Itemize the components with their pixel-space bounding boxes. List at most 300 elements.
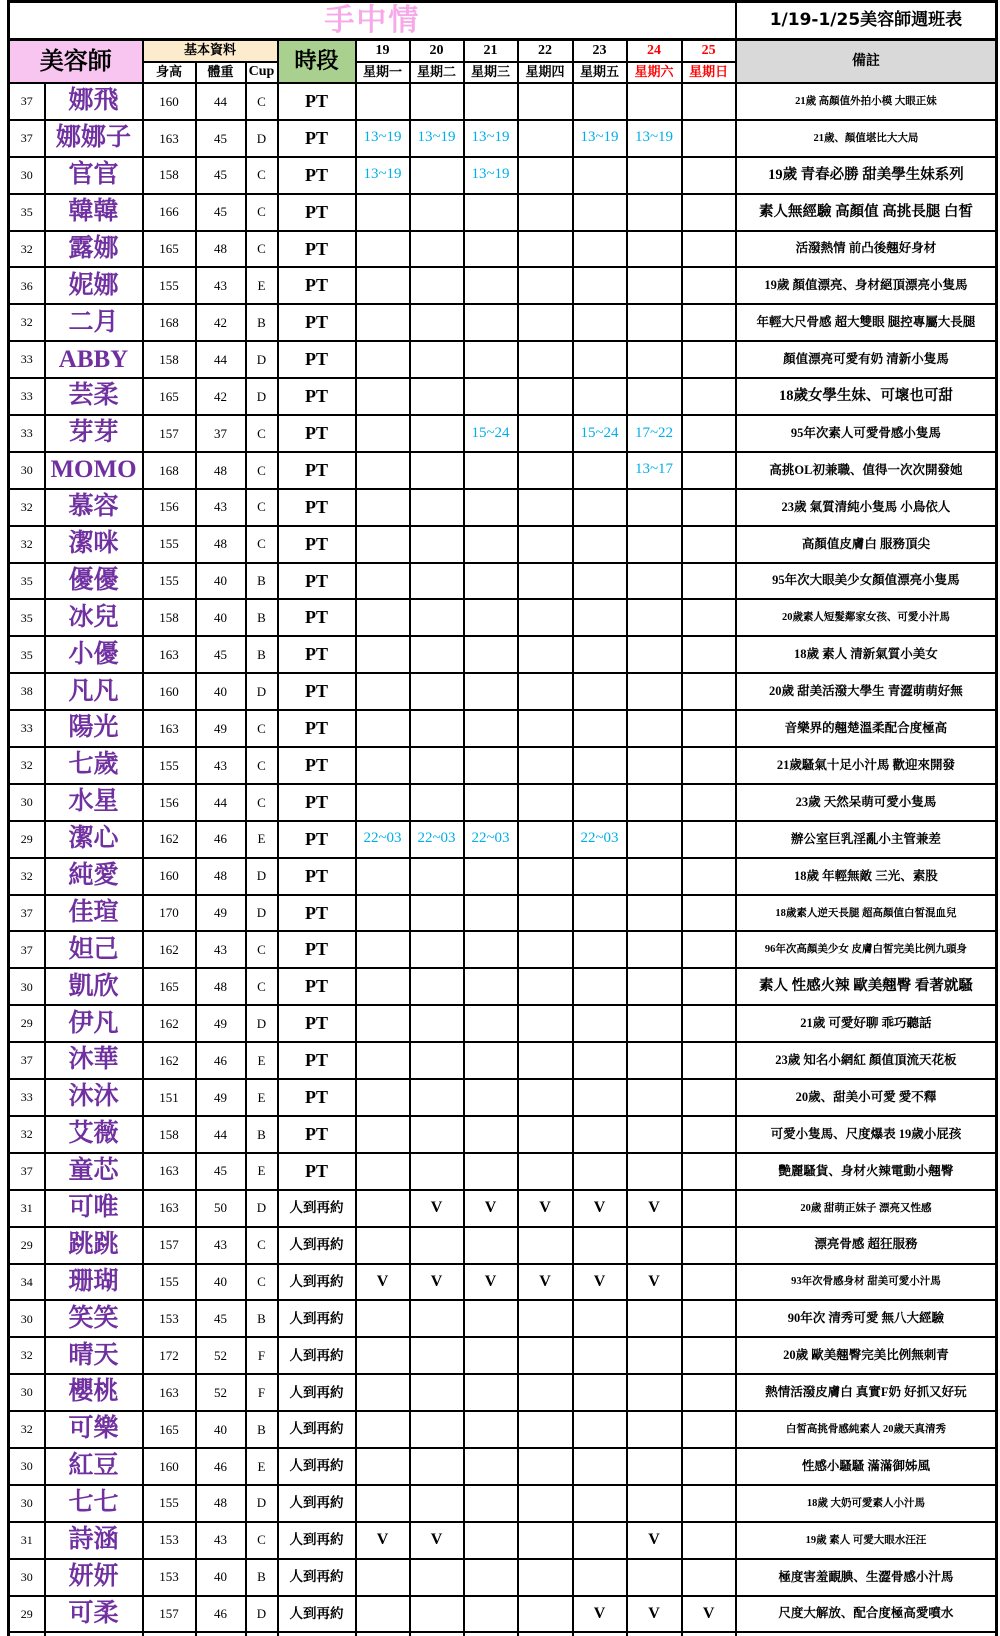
weight-cell: 40: [196, 673, 246, 710]
table-row: [9, 563, 997, 600]
day-slot-cell: [627, 157, 682, 194]
day-slot-cell: [682, 1300, 736, 1337]
day-slot-cell: [627, 267, 682, 304]
note-cell: 18歲女學生妹、可壞也可甜: [736, 378, 997, 415]
day-slot-cell: [356, 968, 410, 1005]
day-slot-cell: [682, 673, 736, 710]
day-slot-cell: [573, 1374, 627, 1411]
height-cell: 170: [143, 895, 196, 932]
day-slot-cell: [518, 563, 573, 600]
day-slot-cell: [627, 710, 682, 747]
day-slot-cell: 13~19: [410, 120, 464, 157]
day-slot-cell: [518, 858, 573, 895]
height-cell: 172: [143, 1337, 196, 1374]
staff-name-cell: 珊瑚: [45, 1264, 143, 1301]
period-cell: 人到再約: [278, 1485, 356, 1522]
day-slot-cell: [518, 931, 573, 968]
table-row: [9, 931, 997, 968]
empty-cell: [196, 1632, 246, 1636]
height-cell: 155: [143, 747, 196, 784]
day-slot-cell: [573, 1448, 627, 1485]
day-slot-cell: [356, 636, 410, 673]
day-slot-cell: [464, 673, 518, 710]
staff-name-cell: 七七: [45, 1485, 143, 1522]
height-cell: 160: [143, 673, 196, 710]
cup-cell: D: [246, 378, 278, 415]
day-slot-cell: [518, 194, 573, 231]
day-slot-cell: [464, 895, 518, 932]
weight-cell: 48: [196, 231, 246, 268]
day-slot-cell: [356, 341, 410, 378]
day-slot-cell: [464, 1559, 518, 1596]
day-slot-cell: V: [464, 1264, 518, 1301]
weight-cell: 40: [196, 1411, 246, 1448]
day-slot-cell: [356, 599, 410, 636]
day-slot-cell: [410, 267, 464, 304]
day-slot-cell: [627, 563, 682, 600]
height-cell: 155: [143, 526, 196, 563]
day-slot-cell: [356, 1485, 410, 1522]
day-slot-cell: [682, 452, 736, 489]
day-slot-cell: [573, 931, 627, 968]
day-slot-cell: [627, 1116, 682, 1153]
day-slot-cell: [627, 1411, 682, 1448]
note-cell: 18歲 素人 清新氣質小美女: [736, 636, 997, 673]
day-slot-cell: 22~03: [410, 821, 464, 858]
cup-cell: C: [246, 452, 278, 489]
staff-name-cell: 官官: [45, 157, 143, 194]
table-row: [9, 1264, 997, 1301]
day-slot-cell: [573, 304, 627, 341]
day-slot-cell: [627, 968, 682, 1005]
day-slot-cell: [518, 1522, 573, 1559]
day-slot-cell: [573, 83, 627, 120]
day-slot-cell: [464, 489, 518, 526]
note-cell: 95年次大眼美少女顏值漂亮小隻馬: [736, 563, 997, 600]
staff-name-cell: 芽芽: [45, 415, 143, 452]
day-slot-cell: [627, 231, 682, 268]
day-slot-cell: [464, 341, 518, 378]
day-slot-cell: [410, 563, 464, 600]
day-slot-cell: [518, 341, 573, 378]
day-slot-cell: [627, 1153, 682, 1190]
height-cell: 162: [143, 1042, 196, 1079]
day-slot-cell: [356, 673, 410, 710]
cup-cell: B: [246, 1411, 278, 1448]
weight-cell: 46: [196, 1596, 246, 1633]
day-slot-cell: [410, 1153, 464, 1190]
day-slot-cell: [518, 895, 573, 932]
table-row: [9, 636, 997, 673]
table-row: [9, 120, 997, 157]
weight-cell: 46: [196, 821, 246, 858]
day-slot-cell: 13~19: [464, 157, 518, 194]
day-slot-cell: [627, 1005, 682, 1042]
staff-id-cell: 32: [9, 489, 45, 526]
staff-name-cell: 笑笑: [45, 1300, 143, 1337]
staff-id-cell: 33: [9, 341, 45, 378]
day-weekday-header-23: 星期五: [573, 62, 627, 83]
day-slot-cell: [682, 1227, 736, 1264]
table-row: [9, 194, 997, 231]
height-cell: 168: [143, 452, 196, 489]
staff-name-cell: 伊凡: [45, 1005, 143, 1042]
table-row: [9, 1079, 997, 1116]
day-slot-cell: [410, 673, 464, 710]
day-weekday-header-20: 星期二: [410, 62, 464, 83]
day-slot-cell: [356, 784, 410, 821]
day-slot-cell: [573, 858, 627, 895]
day-slot-cell: [410, 341, 464, 378]
staff-name-cell: 水星: [45, 784, 143, 821]
empty-cell: [573, 1632, 627, 1636]
height-cell: 157: [143, 1227, 196, 1264]
note-cell: 白皙高挑骨感純素人 20歲天真清秀: [736, 1411, 997, 1448]
day-date-header-25: 25: [682, 40, 736, 63]
note-cell: 20歲 甜萌正妹子 漂亮又性感: [736, 1190, 997, 1227]
day-slot-cell: [682, 1116, 736, 1153]
cup-cell: F: [246, 1374, 278, 1411]
period-cell: PT: [278, 415, 356, 452]
day-slot-cell: [356, 526, 410, 563]
day-slot-cell: [356, 1448, 410, 1485]
column-header-cup: Cup: [246, 62, 278, 83]
day-slot-cell: [518, 489, 573, 526]
table-row: [9, 1042, 997, 1079]
staff-id-cell: 35: [9, 599, 45, 636]
period-cell: 人到再約: [278, 1522, 356, 1559]
weight-cell: 50: [196, 1190, 246, 1227]
table-row: [9, 415, 997, 452]
day-slot-cell: [682, 821, 736, 858]
day-slot-cell: [410, 378, 464, 415]
day-slot-cell: [518, 1300, 573, 1337]
day-slot-cell: [573, 599, 627, 636]
day-slot-cell: [410, 1411, 464, 1448]
day-slot-cell: [518, 231, 573, 268]
table-row: [9, 673, 997, 710]
staff-id-cell: 34: [9, 1264, 45, 1301]
period-cell: 人到再約: [278, 1264, 356, 1301]
day-slot-cell: [464, 599, 518, 636]
day-slot-cell: [356, 1337, 410, 1374]
weight-cell: 48: [196, 452, 246, 489]
day-slot-cell: [464, 1596, 518, 1633]
staff-name-cell: 露娜: [45, 231, 143, 268]
staff-id-cell: 32: [9, 231, 45, 268]
cup-cell: C: [246, 83, 278, 120]
weight-cell: 43: [196, 931, 246, 968]
weight-cell: 44: [196, 341, 246, 378]
weight-cell: 48: [196, 1485, 246, 1522]
day-slot-cell: [410, 1337, 464, 1374]
cup-cell: D: [246, 1485, 278, 1522]
column-header-staff: 美容師: [9, 40, 143, 84]
note-cell: 高顏值皮膚白 服務頂尖: [736, 526, 997, 563]
note-cell: 90年次 清秀可愛 無八大經驗: [736, 1300, 997, 1337]
staff-name-cell: 優優: [45, 563, 143, 600]
day-slot-cell: V: [682, 1596, 736, 1633]
weight-cell: 43: [196, 489, 246, 526]
day-slot-cell: [682, 895, 736, 932]
day-slot-cell: [410, 747, 464, 784]
cup-cell: B: [246, 1559, 278, 1596]
day-slot-cell: [573, 1153, 627, 1190]
day-slot-cell: [627, 341, 682, 378]
day-slot-cell: V: [356, 1264, 410, 1301]
weight-cell: 52: [196, 1337, 246, 1374]
empty-cell: [143, 1632, 196, 1636]
header-row-top: [9, 40, 997, 63]
staff-name-cell: MOMO: [45, 452, 143, 489]
day-slot-cell: [410, 231, 464, 268]
day-slot-cell: [627, 858, 682, 895]
day-slot-cell: [573, 673, 627, 710]
day-slot-cell: [464, 968, 518, 1005]
day-slot-cell: [464, 1522, 518, 1559]
cup-cell: E: [246, 1448, 278, 1485]
height-cell: 155: [143, 563, 196, 600]
day-slot-cell: [518, 1596, 573, 1633]
staff-id-cell: 32: [9, 1116, 45, 1153]
period-cell: PT: [278, 120, 356, 157]
column-header-notes: 備註: [736, 40, 997, 84]
day-slot-cell: [627, 1337, 682, 1374]
day-slot-cell: V: [627, 1596, 682, 1633]
day-slot-cell: [356, 931, 410, 968]
day-slot-cell: 22~03: [573, 821, 627, 858]
title-row: [9, 2, 997, 40]
day-slot-cell: [518, 1374, 573, 1411]
day-slot-cell: [356, 1300, 410, 1337]
day-slot-cell: [627, 895, 682, 932]
cup-cell: D: [246, 120, 278, 157]
table-row: [9, 747, 997, 784]
day-weekday-header-19: 星期一: [356, 62, 410, 83]
staff-name-cell: 純愛: [45, 858, 143, 895]
cup-cell: C: [246, 1522, 278, 1559]
day-slot-cell: [682, 1522, 736, 1559]
day-slot-cell: [518, 1337, 573, 1374]
note-cell: 素人 性感火辣 歐美翹臀 看著就騷: [736, 968, 997, 1005]
staff-name-cell: 潔咪: [45, 526, 143, 563]
cup-cell: F: [246, 1337, 278, 1374]
staff-id-cell: 33: [9, 378, 45, 415]
day-slot-cell: [573, 194, 627, 231]
day-slot-cell: [518, 1448, 573, 1485]
day-slot-cell: [682, 931, 736, 968]
day-slot-cell: [682, 784, 736, 821]
day-slot-cell: 13~19: [573, 120, 627, 157]
day-slot-cell: 13~19: [356, 157, 410, 194]
day-slot-cell: [627, 599, 682, 636]
day-slot-cell: [627, 821, 682, 858]
day-slot-cell: [682, 1559, 736, 1596]
staff-name-cell: 二月: [45, 304, 143, 341]
staff-id-cell: 30: [9, 968, 45, 1005]
staff-id-cell: 37: [9, 931, 45, 968]
table-row: [9, 858, 997, 895]
day-slot-cell: [682, 83, 736, 120]
day-slot-cell: 13~19: [464, 120, 518, 157]
period-cell: PT: [278, 858, 356, 895]
staff-name-cell: 娜娜子: [45, 120, 143, 157]
day-slot-cell: [356, 267, 410, 304]
height-cell: 156: [143, 784, 196, 821]
weight-cell: 45: [196, 1153, 246, 1190]
day-slot-cell: [410, 489, 464, 526]
day-slot-cell: [464, 1374, 518, 1411]
period-cell: PT: [278, 378, 356, 415]
period-cell: PT: [278, 83, 356, 120]
day-slot-cell: [356, 1079, 410, 1116]
staff-id-cell: 32: [9, 1411, 45, 1448]
table-row: [9, 1300, 997, 1337]
weight-cell: 40: [196, 563, 246, 600]
day-slot-cell: [573, 1337, 627, 1374]
height-cell: 163: [143, 1374, 196, 1411]
height-cell: 163: [143, 710, 196, 747]
height-cell: 158: [143, 157, 196, 194]
empty-cell: [410, 1632, 464, 1636]
weight-cell: 45: [196, 1300, 246, 1337]
weight-cell: 43: [196, 267, 246, 304]
day-slot-cell: [464, 1411, 518, 1448]
day-slot-cell: [410, 1042, 464, 1079]
cup-cell: C: [246, 231, 278, 268]
weight-cell: 40: [196, 1559, 246, 1596]
day-date-header-19: 19: [356, 40, 410, 63]
day-slot-cell: V: [573, 1264, 627, 1301]
table-row: [9, 599, 997, 636]
day-slot-cell: [356, 1374, 410, 1411]
cup-cell: B: [246, 1300, 278, 1337]
day-slot-cell: [682, 526, 736, 563]
period-cell: PT: [278, 563, 356, 600]
day-slot-cell: [682, 157, 736, 194]
day-slot-cell: [573, 526, 627, 563]
cup-cell: D: [246, 673, 278, 710]
day-slot-cell: [682, 1411, 736, 1448]
day-slot-cell: [627, 83, 682, 120]
day-slot-cell: V: [464, 1190, 518, 1227]
day-slot-cell: [573, 231, 627, 268]
day-slot-cell: [464, 526, 518, 563]
day-slot-cell: [573, 452, 627, 489]
cup-cell: C: [246, 784, 278, 821]
day-weekday-header-25: 星期日: [682, 62, 736, 83]
cup-cell: D: [246, 1005, 278, 1042]
weight-cell: 37: [196, 415, 246, 452]
day-slot-cell: [464, 931, 518, 968]
height-cell: 166: [143, 194, 196, 231]
day-date-header-20: 20: [410, 40, 464, 63]
height-cell: 162: [143, 931, 196, 968]
day-slot-cell: [573, 1042, 627, 1079]
cup-cell: E: [246, 821, 278, 858]
height-cell: 160: [143, 1448, 196, 1485]
staff-name-cell: 沐沐: [45, 1079, 143, 1116]
table-row: [9, 231, 997, 268]
note-cell: 高挑OL初兼職、值得一次次開發她: [736, 452, 997, 489]
staff-id-cell: 37: [9, 1153, 45, 1190]
table-row: [9, 895, 997, 932]
period-cell: PT: [278, 267, 356, 304]
empty-cell: [9, 1632, 45, 1636]
empty-cell: [736, 1632, 997, 1636]
staff-name-cell: 慕容: [45, 489, 143, 526]
height-cell: 157: [143, 415, 196, 452]
staff-name-cell: 妮娜: [45, 267, 143, 304]
period-cell: PT: [278, 1042, 356, 1079]
height-cell: 156: [143, 489, 196, 526]
day-slot-cell: 22~03: [464, 821, 518, 858]
day-slot-cell: [573, 784, 627, 821]
day-slot-cell: 15~24: [573, 415, 627, 452]
height-cell: 155: [143, 1264, 196, 1301]
period-cell: PT: [278, 1116, 356, 1153]
height-cell: 165: [143, 231, 196, 268]
note-cell: 21歲騷氣十足小汁馬 歡迎來開發: [736, 747, 997, 784]
period-cell: PT: [278, 710, 356, 747]
table-row: [9, 452, 997, 489]
day-slot-cell: [410, 1300, 464, 1337]
column-header-period: 時段: [278, 40, 356, 84]
column-header-basic-info: 基本資料: [143, 40, 278, 63]
staff-id-cell: 30: [9, 784, 45, 821]
note-cell: 熱情活潑皮膚白 真實F奶 好抓又好玩: [736, 1374, 997, 1411]
day-slot-cell: [627, 304, 682, 341]
day-slot-cell: [573, 1116, 627, 1153]
day-slot-cell: [410, 895, 464, 932]
day-slot-cell: [518, 747, 573, 784]
weight-cell: 42: [196, 378, 246, 415]
day-slot-cell: [627, 1559, 682, 1596]
empty-cell: [518, 1632, 573, 1636]
day-slot-cell: [518, 821, 573, 858]
height-cell: 165: [143, 1411, 196, 1448]
day-slot-cell: [518, 968, 573, 1005]
day-slot-cell: [464, 1042, 518, 1079]
day-slot-cell: [356, 858, 410, 895]
day-slot-cell: [627, 378, 682, 415]
note-cell: 活潑熱情 前凸後翹好身材: [736, 231, 997, 268]
period-cell: PT: [278, 636, 356, 673]
day-slot-cell: V: [627, 1190, 682, 1227]
period-cell: PT: [278, 1079, 356, 1116]
table-row: [9, 710, 997, 747]
day-slot-cell: [627, 1227, 682, 1264]
height-cell: 163: [143, 636, 196, 673]
empty-cell: [627, 1632, 682, 1636]
height-cell: 160: [143, 83, 196, 120]
staff-name-cell: 艾薇: [45, 1116, 143, 1153]
day-slot-cell: [356, 1227, 410, 1264]
day-slot-cell: [573, 1079, 627, 1116]
day-slot-cell: 17~22: [627, 415, 682, 452]
note-cell: 19歲 素人 可愛大眼水汪汪: [736, 1522, 997, 1559]
height-cell: 163: [143, 1153, 196, 1190]
day-slot-cell: [464, 1337, 518, 1374]
day-slot-cell: [410, 599, 464, 636]
day-slot-cell: [627, 747, 682, 784]
day-slot-cell: [464, 1485, 518, 1522]
cup-cell: D: [246, 1596, 278, 1633]
day-slot-cell: 13~17: [627, 452, 682, 489]
day-slot-cell: [682, 636, 736, 673]
weight-cell: 45: [196, 194, 246, 231]
day-slot-cell: [464, 710, 518, 747]
